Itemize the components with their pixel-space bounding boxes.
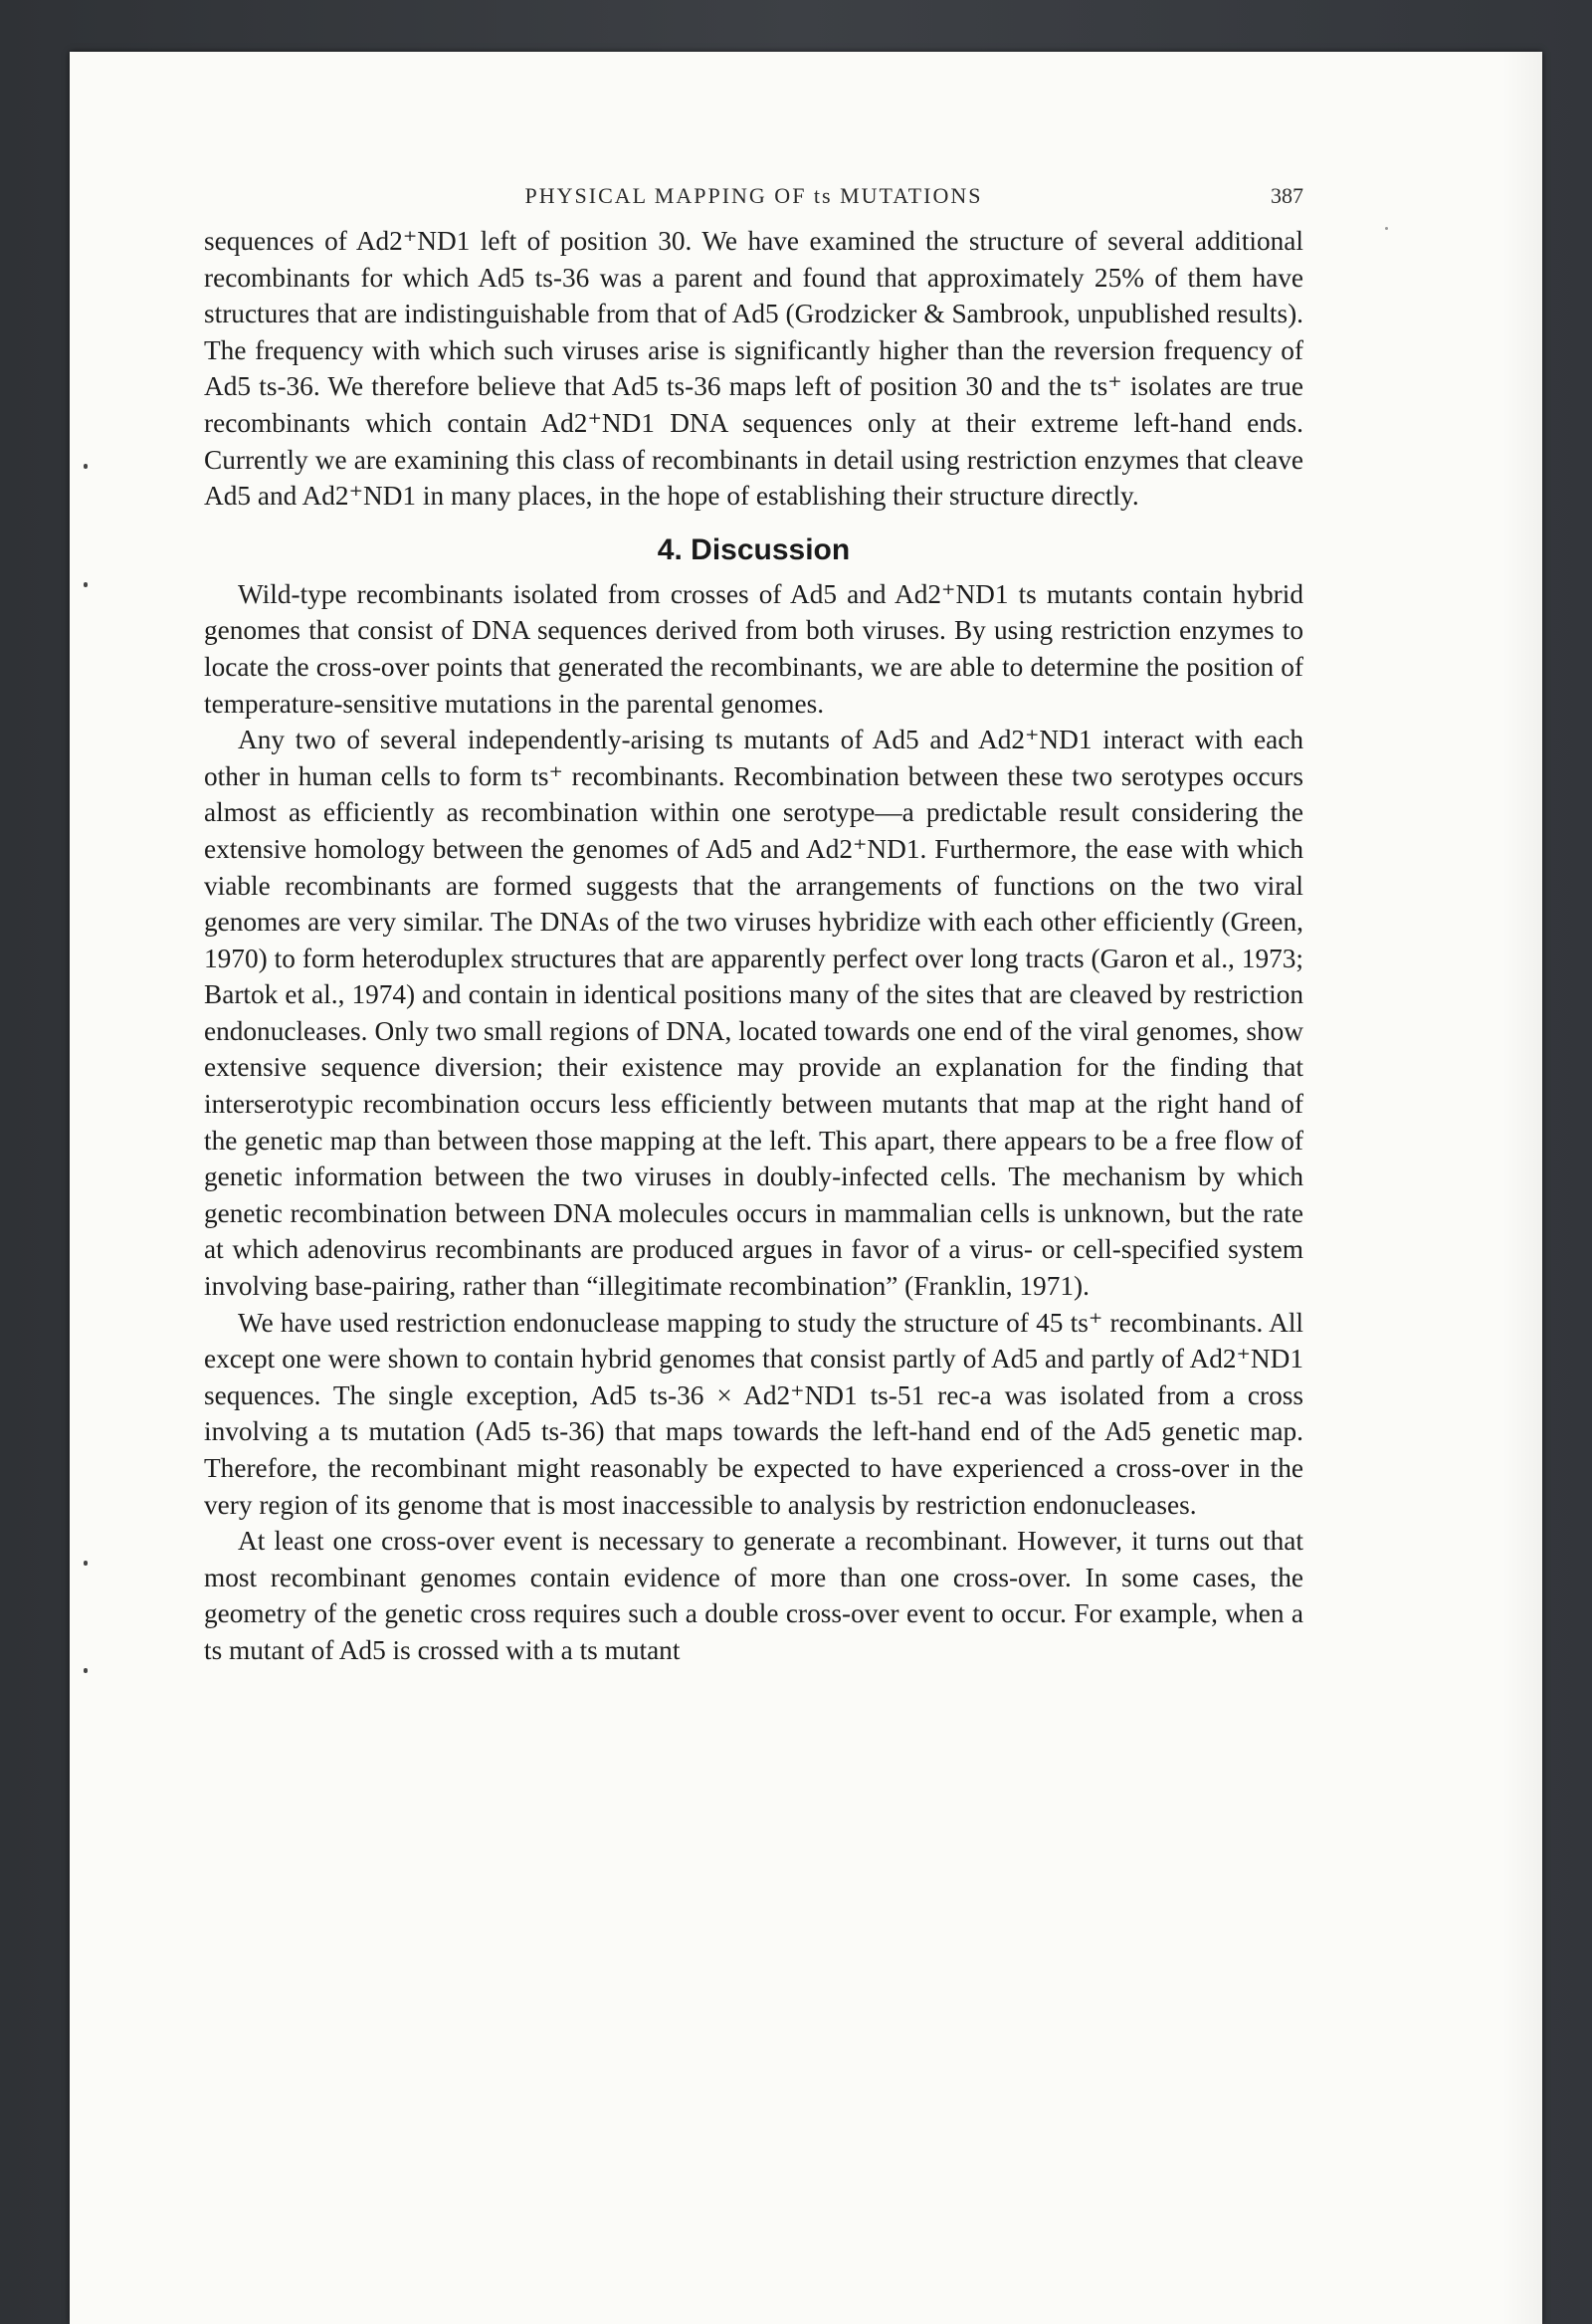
margin-mark: [84, 464, 88, 469]
page-edge-shadow: [1502, 52, 1542, 2324]
margin-mark: [84, 1561, 88, 1566]
paragraph: Any two of several independently-arising ts mutants of Ad5 and Ad2⁺ND1 interact with each other in human cells to form ts⁺ recombinants. Recombination between these two serotypes occurs almost as efficiently as recombination within one serotype—a predictable result considering the extensive homology between the genomes of Ad5 and Ad2⁺ND1. Furthermore, the ease with which viable recombinants are formed suggests that the arrangements of functions on the two viral genomes are very similar. The DNAs of the two viruses hybridize with each other efficiently (Green, 1970) to form heteroduplex structures that are apparently perfect over long tracts (Garon et al., 1973; Bartok et al., 1974) and contain in identical positions many of the sites that are cleaved by restriction endonucleases. Only two small regions of DNA, located towards one end of the viral genomes, show extensive sequence diversion; their existence may provide an explanation for the finding that interserotypic recombination occurs less efficiently between mutants that map at the right hand of the genetic map than between those mapping at the left. This apart, there appears to be a free flow of genetic information between the two viruses in doubly-infected cells. The mechanism by which genetic recombination between DNA molecules occurs in mammalian cells is unknown, but the rate at which adenovirus recombinants are produced argues in favor of a virus- or cell-specified system involving base-pairing, rather than “illegitimate recombination” (Franklin, 1971).: [204, 725, 1303, 1302]
paragraph: We have used restriction endonuclease mapping to study the structure of 45 ts⁺ recombinants. All except one were shown to contain hybrid genomes that consist partly of Ad5 and partly of Ad2⁺ND1 sequences. The single exception, Ad5 ts-36 × Ad2⁺ND1 ts-51 rec-a was isolated from a cross involving a ts mutation (Ad5 ts-36) that maps towards the left-hand end of the Ad5 genetic map. Therefore, the recombinant might reasonably be expected to have experienced a cross-over in the very region of its genome that is most inaccessible to analysis by restriction endonucleases.: [204, 1307, 1303, 1520]
margin-mark: [84, 582, 88, 587]
paper-speck: [1385, 227, 1388, 230]
running-title: PHYSICAL MAPPING OF ts MUTATIONS: [524, 183, 983, 208]
body-text: [204, 223, 1303, 1669]
paragraph: sequences of Ad2⁺ND1 left of position 30. We have examined the structure of several additional recombinants for which Ad5 ts-36 was a parent and found that approximately 25% of them have structures that are indistinguishable from that of Ad5 (Grodzicker & Sambrook, unpublished results). The frequency with which such viruses arise is significantly higher than the reversion frequency of Ad5 ts-36. We therefore believe that Ad5 ts-36 maps left of position 30 and the ts⁺ isolates are true recombinants which contain Ad2⁺ND1 DNA sequences only at their extreme left-hand ends. Currently we are examining this class of recombinants in detail using restriction enzymes that cleave Ad5 and Ad2⁺ND1 in many places, in the hope of establishing their structure directly.: [204, 226, 1303, 512]
running-header: [204, 183, 1303, 209]
margin-mark: [84, 1668, 88, 1673]
section-heading: 4. Discussion: [657, 532, 851, 566]
paragraph: Wild-type recombinants isolated from crosses of Ad5 and Ad2⁺ND1 ts mutants contain hybrid genomes that consist of DNA sequences derived from both viruses. By using restriction enzymes to locate the cross-over points that generated the recombinants, we are able to determine the position of temperature-sensitive mutations in the parental genomes.: [204, 578, 1303, 719]
page-number: 387: [1271, 183, 1303, 208]
paragraph: At least one cross-over event is necessary to generate a recombinant. However, it turns out that most recombinant genomes contain evidence of more than one cross-over. In some cases, the geometry of the genetic cross requires such a double cross-over event to occur. For example, when a ts mutant of Ad5 is crossed with a ts mutant: [204, 1526, 1303, 1665]
